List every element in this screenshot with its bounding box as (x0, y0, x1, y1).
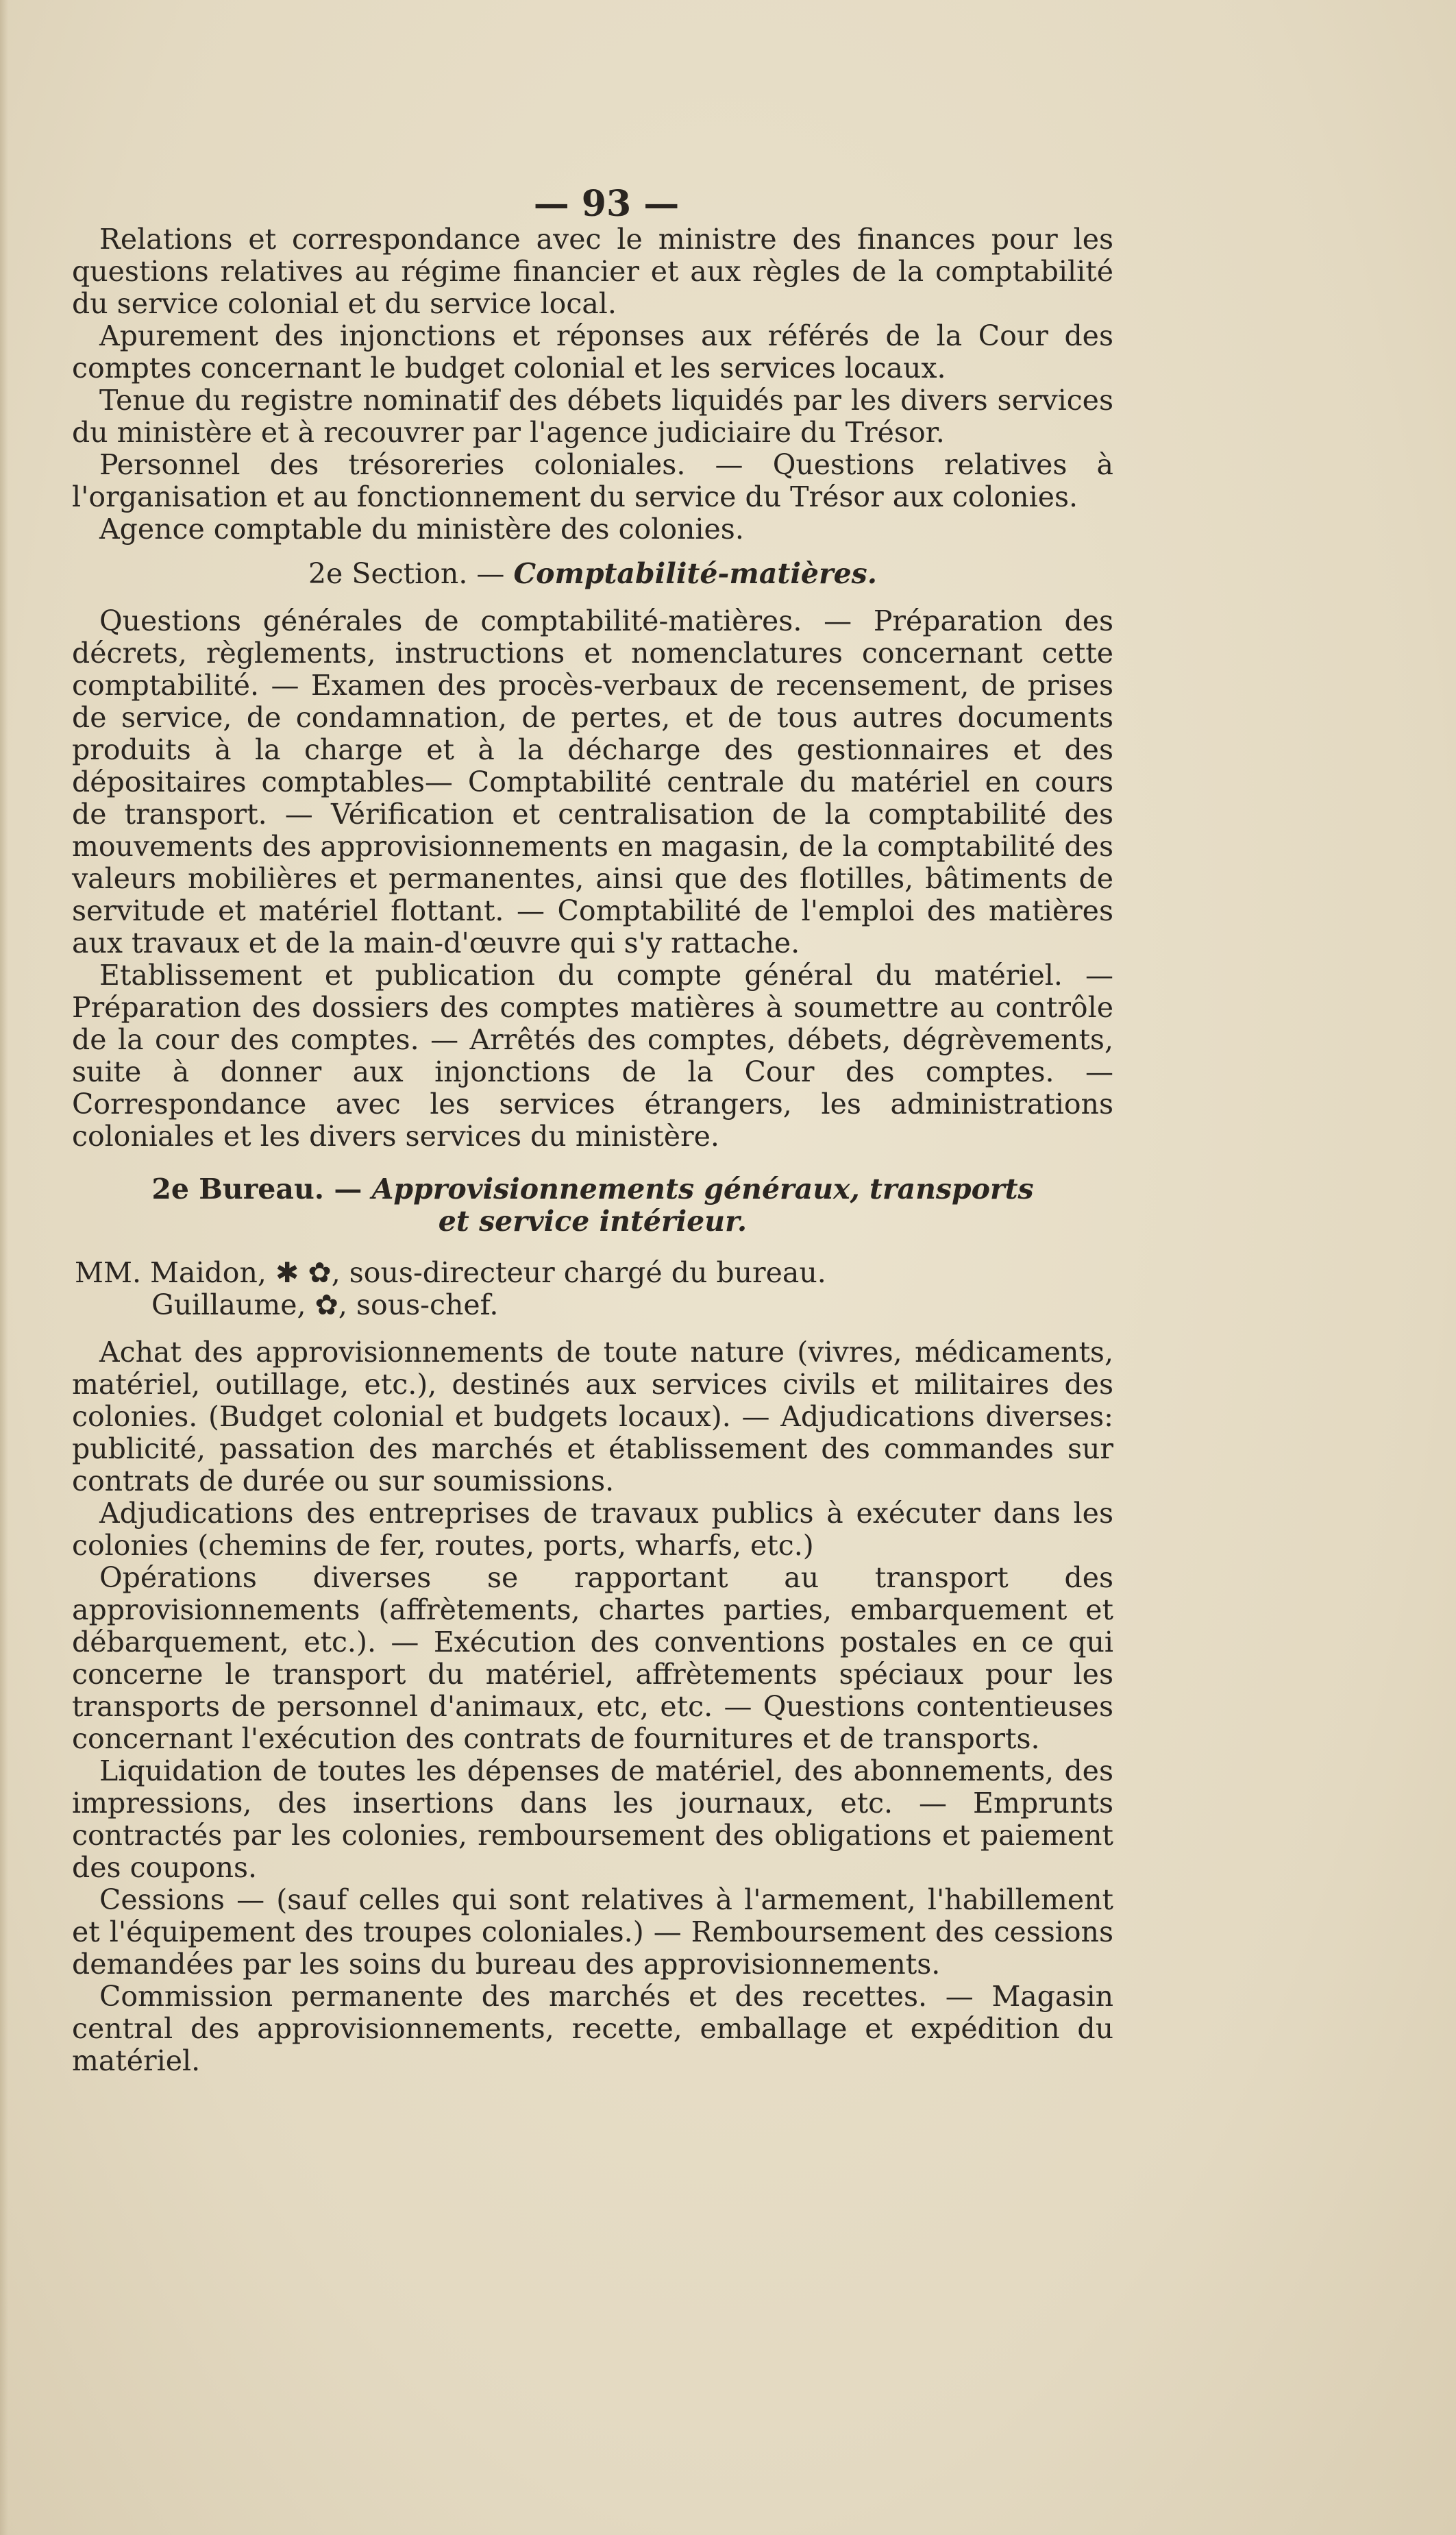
paragraph: Achat des approvisionnements de toute nature (vivres, médicaments, matériel, outillage, etc.), destinés aux services civils et militaires des colonies. (Budget colonial et budgets locaux). — Adjudications diverses: publicité, passation des marchés et établissement des commandes sur contrats de durée ou sur soumissions. (72, 1336, 1113, 1497)
paragraph: Cessions — (sauf celles qui sont relatives à l'armement, l'habillement et l'équipement des troupes coloniales.) — Remboursement des cessions demandées par les soins du bureau des approvisionnements. (72, 1883, 1113, 1981)
paragraph: Opérations diverses se rapportant au transport des approvisionnements (affrètements, chartes parties, embarquement et débarquement, etc.). — Exécution des conventions postales en ce qui concerne le transport du matériel, affrètements spéciaux pour les transports de personnel d'animaux, etc, etc. — Questions contentieuses concernant l'exécution des contrats de fournitures et de transports. (72, 1561, 1113, 1755)
section2-heading (72, 558, 1113, 590)
paragraph: Agence comptable du ministère des colonies. (99, 513, 744, 546)
staff-line-subchief: Guillaume, ✿, sous-chef. (151, 1288, 499, 1321)
paragraph: Questions générales de comptabilité-matières. — Préparation des décrets, règlements, instructions et nomenclatures concernant cette comptabilité. — Examen des procès-verbaux de recensement, de prises de service, de condamnation, de pertes, et de tous autres documents produits à la charge et à la décharge des gestionnaires et des dépositaires comptables— Comptabilité centrale du matériel en cours de transport. — Vérification et centralisation de la comptabilité des mouvements des approvisionnements en magasin, de la comptabilité des valeurs mobilières et permanentes, ainsi que des flotilles, bâtiments de servitude et matériel flottant. — Comptabilité de l'emploi des matières aux travaux et de la main-d'œuvre qui s'y rattache. (72, 604, 1113, 959)
paragraph: Personnel des trésoreries coloniales. — Questions relatives à l'organisation et au fonctionnement du service du Trésor aux colonies. (72, 448, 1113, 513)
bureau2-label: 2e Bureau. — (151, 1173, 362, 1205)
page-gutter (0, 0, 8, 2535)
paragraph: Adjudications des entreprises de travaux publics à exécuter dans les colonies (chemins de fer, routes, ports, wharfs, etc.) (72, 1497, 1113, 1562)
text-block (72, 185, 1113, 2077)
staff-line-director: MM. Maidon, ✱ ✿, sous-directeur chargé du bureau. (75, 1256, 826, 1289)
bureau2-title-line1: Approvisionnements généraux, transports (371, 1173, 1034, 1205)
section2-label: 2e Section. — (308, 557, 505, 590)
section2-body (72, 605, 1113, 1153)
page-number: — 93 — (533, 183, 680, 225)
paragraph: Liquidation de toutes les dépenses de matériel, des abonnements, des impressions, des insertions dans les journaux, etc. — Emprunts contractés par les colonies, remboursement des obligations et paiement des coupons. (72, 1754, 1113, 1884)
bureau2-title-line2: et service intérieur. (438, 1205, 748, 1238)
section2-title: Comptabilité-matières. (513, 557, 878, 590)
paragraph: Commission permanente des marchés et des recettes. — Magasin central des approvisionnements, recette, emballage et expédition du matériel. (72, 1980, 1113, 2077)
paragraph: Apurement des injonctions et réponses aux référés de la Cour des comptes concernant le budget colonial et les services locaux. (72, 319, 1113, 384)
paragraph: Tenue du registre nominatif des débets liquidés par les divers services du ministère et à recouvrer par l'agence judiciaire du Trésor. (72, 384, 1113, 449)
section1-body (72, 223, 1113, 546)
bureau2-heading (72, 1173, 1113, 1238)
staff-list (72, 1257, 1113, 1321)
paragraph: Etablissement et publication du compte général du matériel. — Préparation des dossiers des comptes matières à soumettre au contrôle de la cour des comptes. — Arrêtés des comptes, débets, dégrèvements, suite à donner aux injonctions de la Cour des comptes. — Correspondance avec les services étrangers, les administrations coloniales et les divers services du ministère. (72, 959, 1113, 1153)
paragraph: Relations et correspondance avec le ministre des finances pour les questions relatives au régime financier et aux règles de la comptabilité du service colonial et du service local. (72, 223, 1113, 320)
bureau2-body (72, 1336, 1113, 2077)
